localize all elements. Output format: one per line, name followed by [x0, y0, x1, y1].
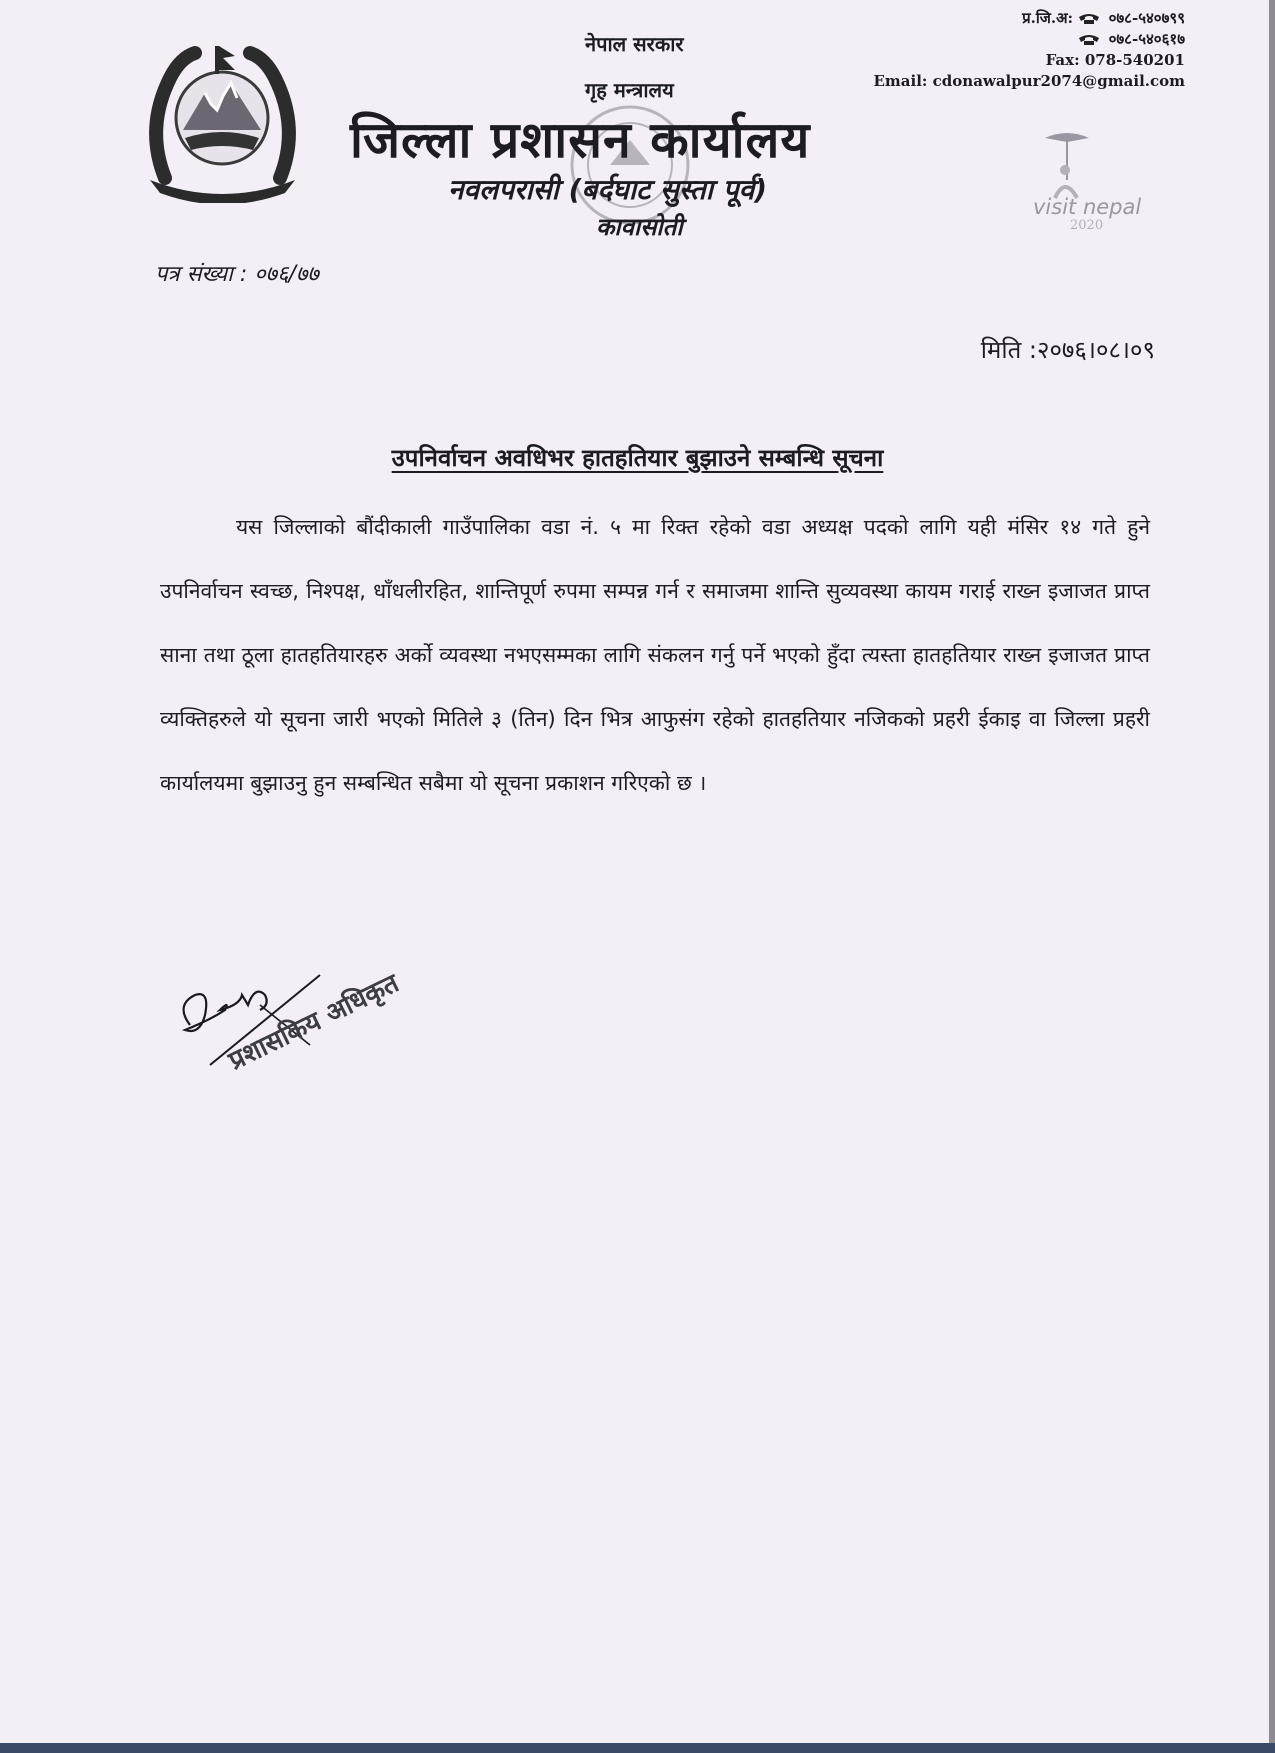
nepal-emblem-icon [135, 38, 310, 203]
contact-phone2-row [873, 29, 1185, 50]
letter-body: यस जिल्लाको बौंदीकाली गाउँपालिका वडा नं. ५ मा रिक्त रहेको वडा अध्यक्ष पदको लागि यही मंसिर १४ गते हुने उपनिर्वाचन स्वच्छ, निश्पक्ष, धाँधलीरहित, शान्तिपूर्ण रुपमा सम्पन्न गर्न र समाजमा शान्ति सुव्यवस्था कायम गराई राख्न इजाजत प्राप्त साना तथा ठूला हातहतियारहरु अर्को व्यवस्था नभएसम्मका लागि संकलन गर्नु पर्ने भएको हुँदा त्यस्ता हातहतियार राख्न इजाजत प्राप्त व्यक्तिहरुले यो सूचना जारी भएको मितिले ३ (तिन) दिन भित्र आफुसंग रहेको हातहतियार नजिकको प्रहरी ईकाइ वा जिल्ला प्रहरी कार्यालयमा बुझाउनु हुन सम्बन्धित सबैमा यो सूचना प्रकाशन गरिएको छ । [160, 515, 1150, 795]
visit-nepal-text: visit nepal [1033, 195, 1142, 219]
phone-number-1: ०७८-५४०७९९ [1108, 9, 1185, 27]
phone-icon [1078, 13, 1100, 25]
scan-edge [0, 1743, 1275, 1753]
phone-icon [1078, 34, 1100, 46]
fax-number: Fax: 078-540201 [1045, 51, 1185, 69]
contact-phone1-row [873, 8, 1185, 29]
visit-nepal-year: 2020 [1070, 218, 1104, 233]
district-name: नवलपरासी (बर्दघाट सुस्ता पूर्व) [448, 173, 767, 206]
office-title: जिल्ला प्रशासन कार्यालय [350, 111, 811, 169]
email-address: Email: cdonawalpur2074@gmail.com [873, 72, 1185, 90]
letter-subject: उपनिर्वाचन अवधिभर हातहतियार बुझाउने सम्बन्धि सूचना [391, 444, 884, 472]
scan-edge [1269, 0, 1275, 1753]
signatory-title: प्रशासकिय अधिकृत [224, 968, 404, 1077]
letter-date: मिति :२०७६।०८।०९ [980, 336, 1155, 364]
cdo-label: प्र.जि.अ: [1022, 9, 1074, 27]
phone-number-2: ०७८-५४०६१७ [1108, 30, 1185, 48]
headquarters-name: कावासोती [596, 213, 683, 241]
reference-number: पत्र संख्या : ०७६/७७ [155, 262, 319, 287]
ministry-name: गृह मन्त्रालय [585, 78, 674, 102]
government-name: नेपाल सरकार [585, 32, 684, 56]
contact-block [873, 8, 1185, 92]
